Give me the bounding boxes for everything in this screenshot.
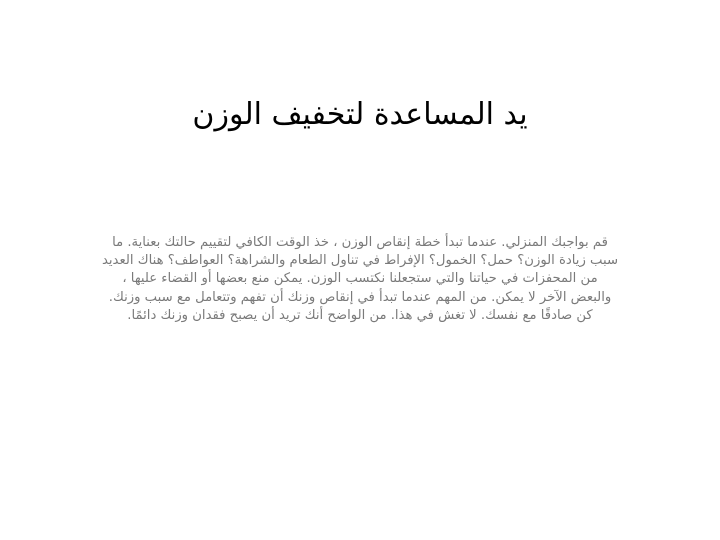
body-line: قم بواجبك المنزلي. عندما تبدأ خطة إنقاص الوزن ، خذ الوقت الكافي لتقييم حالتك بعناية. ما (112, 235, 608, 250)
body-line: والبعض الآخر لا يمكن. من المهم عندما تبدأ في إنقاص وزنك أن تفهم وتتعامل مع سبب وزنك. (108, 289, 612, 305)
slide-body-text (84, 234, 636, 325)
body-line: من المحفزات في حياتنا والتي ستجعلنا نكتسب الوزن. يمكن منع بعضها أو القضاء عليها ، (122, 271, 598, 287)
slide-title: يد المساعدة لتخفيف الوزن (192, 97, 528, 132)
body-line: سبب زيادة الوزن؟ حمل؟ الخمول؟ الإفراط في تناول الطعام والشراهة؟ العواطف؟ هناك العديد (101, 253, 619, 269)
body-line: كن صادقًا مع نفسك. لا تغش في هذا. من الواضح أنك تريد أن يصبح فقدان وزنك دائمًا. (127, 307, 593, 323)
